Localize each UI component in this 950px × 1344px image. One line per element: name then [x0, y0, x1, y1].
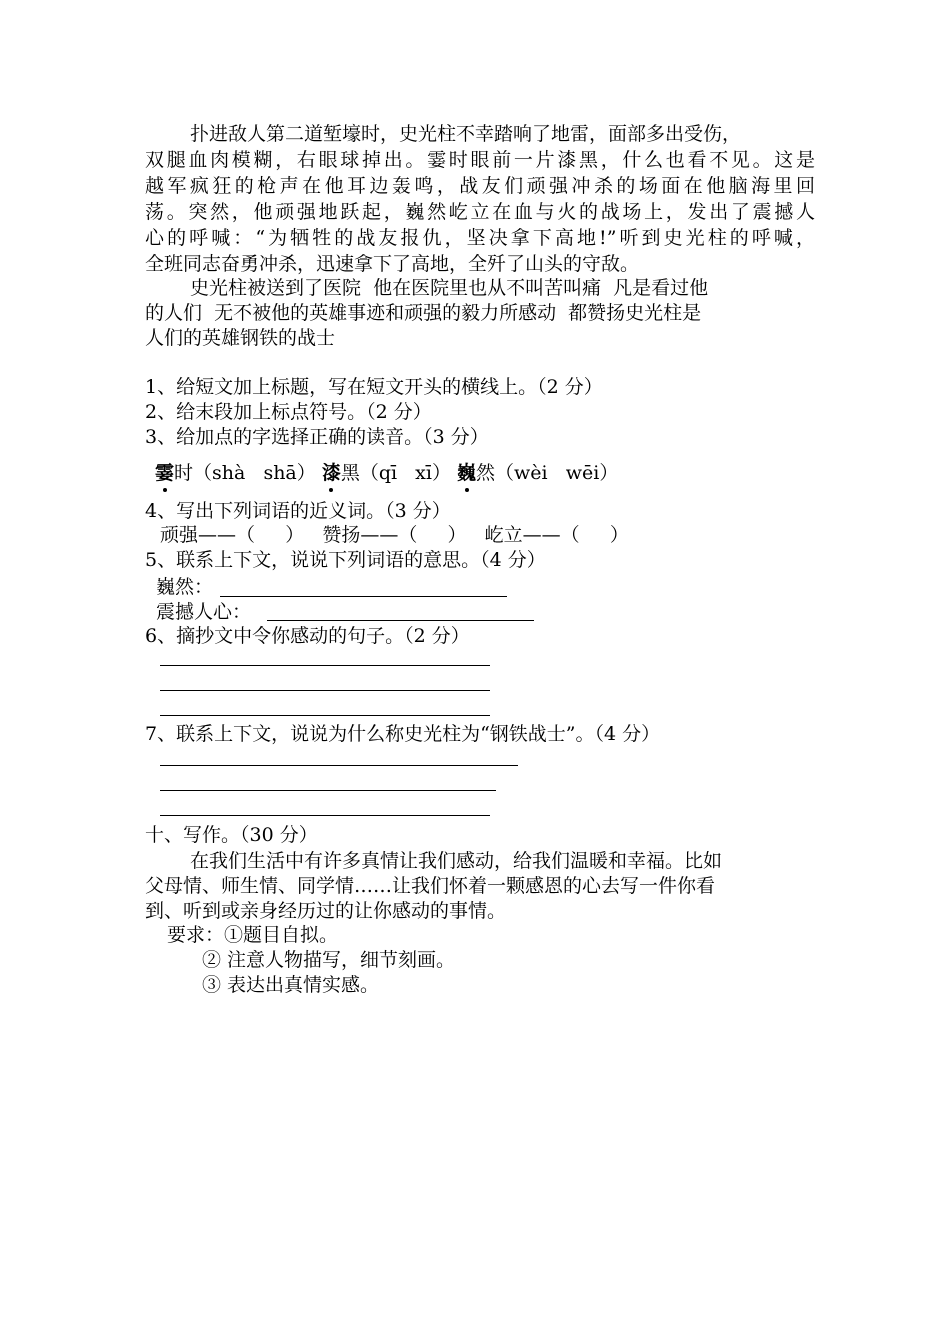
passage-line: 双腿血肉模糊，右眼球掉出。霎时眼前一片漆黑，什么也看不见。这是 [145, 149, 815, 171]
passage-line: 越军疯狂的枪声在他耳边轰鸣，战友们顽强冲杀的场面在他脑海里回 [145, 175, 815, 197]
answer-line[interactable] [267, 620, 534, 621]
reading-choice: 然（wèi wēi） [476, 462, 619, 484]
passage-line: 人们的英雄钢铁的战士 [145, 327, 336, 349]
question-3-items [155, 460, 618, 486]
writing-body-line: 到、听到或亲身经历过的让你感动的事情。 [145, 900, 507, 922]
passage-line: 扑进敌人第二道堑壕时，史光柱不幸踏响了地雷，面部多出受伤， [190, 123, 742, 145]
question-4: 4、写出下列词语的近义词。（3 分） [145, 500, 451, 522]
answer-line[interactable] [160, 765, 518, 766]
passage-line: 心的呼喊：“为牺牲的战友报仇，坚决拿下高地!”听到史光柱的呼喊， [145, 227, 815, 249]
question-5: 5、联系上下文，说说下列词语的意思。（4 分） [145, 549, 546, 571]
passage-line: 史光柱被送到了医院 他在医院里也从不叫苦叫痛 凡是看过他 [190, 277, 709, 299]
writing-body-line: 父母情、师生情、同学情……让我们怀着一颗感恩的心去写一件你看 [145, 875, 716, 897]
writing-body-line: 在我们生活中有许多真情让我们感动，给我们温暖和幸福。比如 [190, 850, 723, 872]
dotted-char: 巍 [457, 462, 477, 484]
answer-line[interactable] [160, 790, 496, 791]
answer-line[interactable] [160, 665, 490, 666]
writing-requirement: 要求：①题目自拟。 [167, 924, 339, 946]
question-7: 7、联系上下文，说说为什么称史光柱为“钢铁战士”。（4 分） [145, 723, 661, 745]
passage-line: 的人们 无不被他的英雄事迹和顽强的毅力所感动 都赞扬史光柱是 [145, 302, 702, 324]
question-1: 1、给短文加上标题，写在短文开头的横线上。（2 分） [145, 376, 603, 398]
question-3: 3、给加点的字选择正确的读音。（3 分） [145, 426, 489, 448]
question-5-term-b: 震撼人心： [156, 601, 252, 623]
question-5-term-a: 巍然： [156, 576, 214, 598]
dotted-char: 漆 [321, 462, 341, 484]
passage-line: 荡。突然，他顽强地跃起，巍然屹立在血与火的战场上，发出了震撼人 [145, 201, 815, 223]
answer-line[interactable] [160, 815, 490, 816]
answer-line[interactable] [160, 690, 490, 691]
writing-requirement: ③ 表达出真情实感。 [202, 974, 380, 996]
answer-line[interactable] [220, 596, 507, 597]
question-4-items: 顽强——（ ） 赞扬——（ ） 屹立——（ ） [160, 524, 629, 546]
reading-choice: 黑（qī xī） [340, 462, 451, 484]
writing-title: 十、写作。（30 分） [145, 824, 318, 846]
question-6: 6、摘抄文中令你感动的句子。（2 分） [145, 625, 470, 647]
reading-choice: 时（shà shā） [174, 462, 316, 484]
question-2: 2、给末段加上标点符号。（2 分） [145, 401, 432, 423]
dotted-char: 霎 [155, 462, 175, 484]
answer-line[interactable] [160, 715, 490, 716]
writing-requirement: ② 注意人物描写，细节刻画。 [202, 949, 456, 971]
passage-line: 全班同志奋勇冲杀，迅速拿下了高地，全歼了山头的守敌。 [145, 253, 640, 275]
